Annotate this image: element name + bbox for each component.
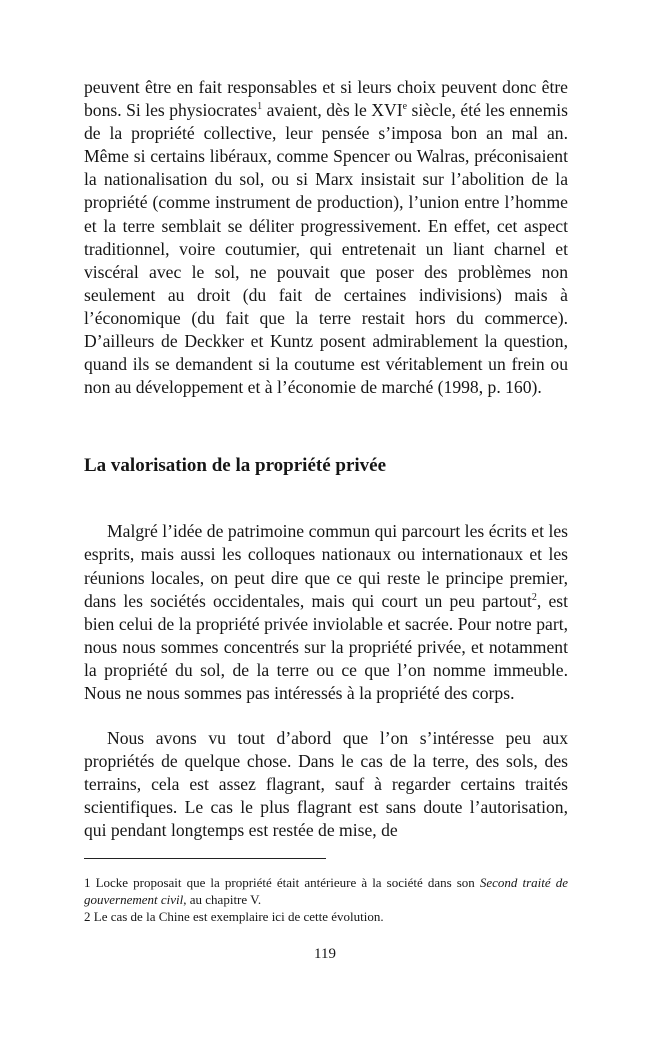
footnote-ref-2: 2 bbox=[531, 591, 537, 603]
footnote-1 bbox=[84, 874, 568, 908]
paragraph-1-text-c: siècle, été les ennemis de la propriété collective, leur pensée s’imposa bon an mal an. Même si certains libéraux, comme Spencer ou Walras, préconisaient la nationalisation du sol, ou si Marx insistait sur l’abolition de la propriété (comme instrument de production), l’union entre l’homme et la terre semblait se déliter progressivement. En effet, cet aspect traditionnel, voire coutumier, qui entretenait un liant charnel et viscéral avec le sol, ne pouvait que poser des problèmes non seulement au droit (du fait de certaines indivisions) mais à l’économique (du fait que la terre restait hors du commerce). D’ailleurs de Deckker et Kuntz posent admirablement la question, quand ils se demandent si la coutume est véritablement un frein ou non au développement et à l’économie de marché (1998, p. 160). bbox=[84, 100, 568, 398]
paragraph-3: Nous avons vu tout d’abord que l’on s’intéresse peu aux propriétés de quelque chose. Dans le cas de la terre, des sols, des terrains, cela est assez flagrant, sauf à regarder certains traités scientifiques. Le cas le plus flagrant est sans doute l’autorisation, qui pendant longtemps est restée de mise, de bbox=[84, 728, 568, 841]
paragraph-2-text-a: Malgré l’idée de patrimoine commun qui parcourt les écrits et les esprits, mais aussi les colloques nationaux ou internationaux et les réunions locales, on peut dire que ce qui reste le principe premier, dans les sociétés occidentales, mais qui court un peu partout bbox=[84, 521, 568, 611]
footnote-1-book-title: Second traité de gouvernement civil bbox=[84, 875, 568, 907]
paragraph-1 bbox=[84, 76, 568, 399]
paragraph-1-text-a: peuvent être en fait responsables et si leurs choix peuvent donc être bons. Si les physiocrates bbox=[84, 77, 568, 121]
paragraph-1-text-b: avaient, dès le XVI bbox=[262, 100, 403, 121]
paragraph-2 bbox=[84, 520, 568, 705]
paragraph-2-text-b: , est bien celui de la propriété privée inviolable et sacrée. Pour notre part, nous nous sommes concentrés sur la propriété privée, et notamment la propriété du sol, de la terre ou ce que l’on nomme immeuble. Nous ne nous sommes pas intéressés à la propriété des corps. bbox=[84, 590, 569, 703]
footnote-ref-1: 1 bbox=[257, 101, 263, 113]
footnote-1-suffix: , au chapitre V. bbox=[183, 892, 262, 907]
page-number: 119 bbox=[314, 946, 336, 962]
section-heading: La valorisation de la propriété privée bbox=[84, 455, 387, 477]
footnotes bbox=[84, 874, 568, 925]
page-body bbox=[84, 76, 568, 843]
century-superscript: e bbox=[402, 101, 408, 113]
footnote-1-text: 1 Locke proposait que la propriété était antérieure à la société dans son bbox=[84, 875, 480, 890]
footnote-separator bbox=[84, 858, 326, 859]
footnote-2: 2 Le cas de la Chine est exemplaire ici de cette évolution. bbox=[84, 909, 384, 924]
